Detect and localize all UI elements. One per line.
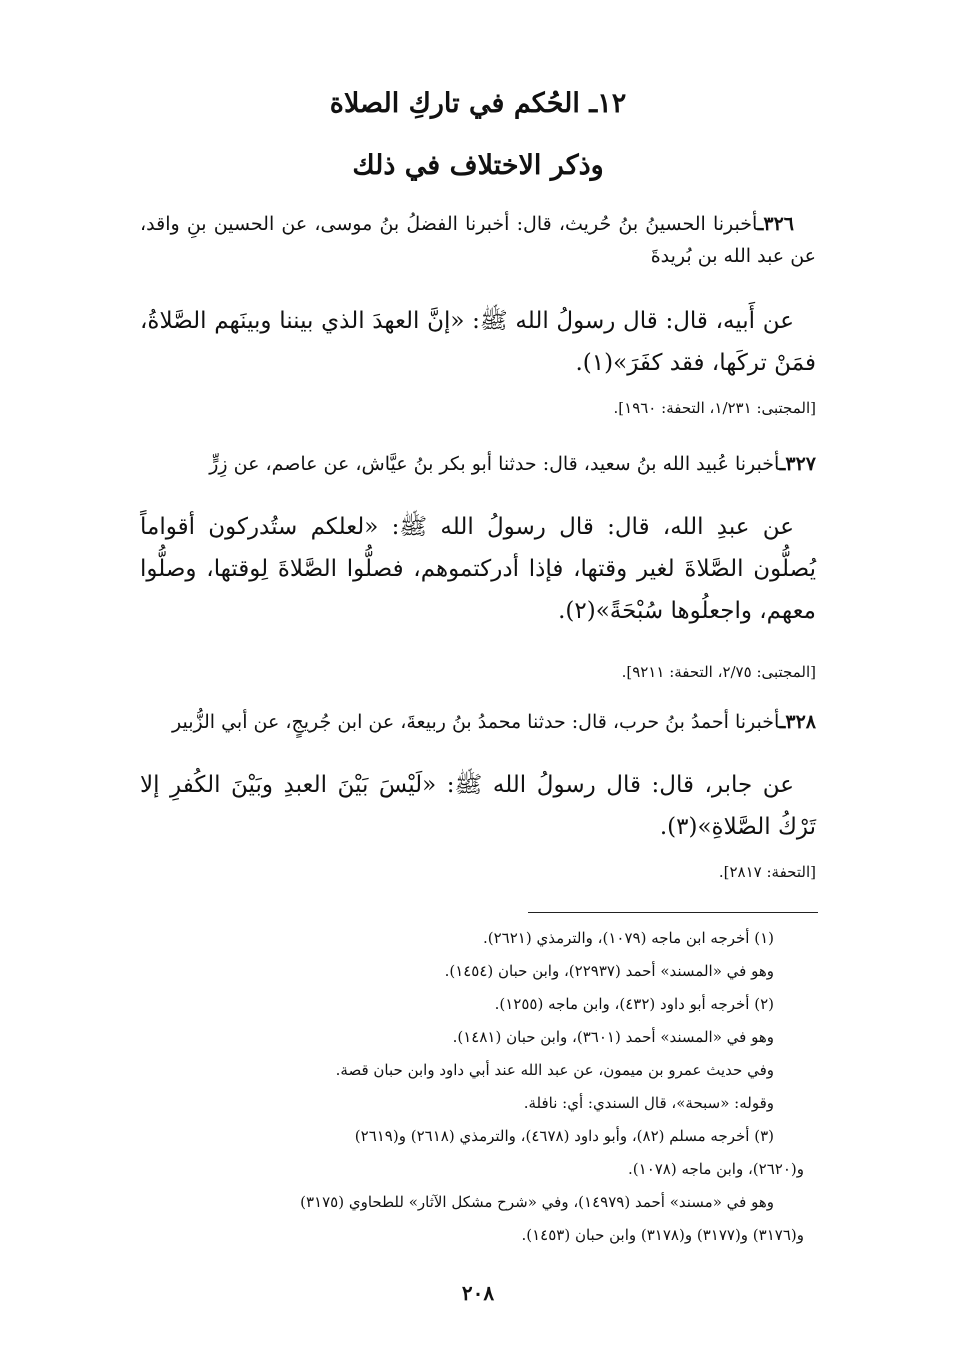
hadith-327-number: ٣٢٧ـ: [779, 453, 816, 475]
hadith-326-number: ٣٢٦ـ: [757, 213, 794, 235]
footnote-line: وهو في «المسند» أحمد (٣٦٠١)، وابن حبان (١٤٨١).: [452, 1028, 774, 1046]
hadith-327-reference: [المجتبى: ٢/٧٥، التحفة: ٩٢١١].: [621, 663, 816, 681]
hadith-326-matn-text: عن أَبيه، قال: قال رسولُ الله ﷺ: «إنَّ العهدَ الذي بيننا وبينَهم الصَّلاةُ، فمَنْ تركَها، فقد كفَرَ»(١).: [140, 308, 816, 376]
hadith-328-isnad-text: أخبرنا أحمدُ بنُ حرب، قال: حدثنا محمدُ بنُ ربيعةَ، عن ابن جُريجٍ، عن أبي الزُّبير: [171, 711, 780, 733]
hadith-328-isnad: [140, 706, 816, 738]
hadith-328-matn: [140, 764, 816, 848]
hadith-326-isnad-text: أخبرنا الحسينُ بنُ حُريث، قال: أخبرنا الفضلُ بنُ موسى، عن الحسين بنِ واقد، عن عبد الله بن بُريدةَ: [140, 213, 816, 267]
footnote-line: (٣) أخرجه مسلم (٨٢)، وأبو داود (٤٦٧٨)، والترمذي (٢٦١٨) و(٢٦١٩): [354, 1127, 774, 1145]
chapter-title: ١٢ـ الحُكم في تاركِ الصلاة: [329, 88, 627, 119]
footnote-line: (١) أخرجه ابن ماجه (١٠٧٩)، والترمذي (٢٦٢١).: [482, 929, 774, 947]
hadith-327-matn: [140, 506, 816, 632]
footnote-line: و(٣١٧٦) و(٣١٧٧) و(٣١٧٨) وابن حبان (١٤٥٣).: [521, 1226, 804, 1244]
hadith-328-reference: [التحفة: ٢٨١٧].: [718, 863, 816, 881]
footnote-line: وهو في «المسند» أحمد (٢٢٩٣٧)، وابن حبان (١٤٥٤).: [444, 962, 774, 980]
hadith-326-matn: [140, 300, 816, 384]
hadith-328-number: ٣٢٨ـ: [779, 711, 816, 733]
footnote-line: وقوله: «سبحة»، قال السندي: أي: نافلة.: [523, 1094, 774, 1112]
hadith-327-matn-text: عن عبدِ الله، قال: قال رسولُ الله ﷺ: «لعلكم ستُدركون أقواماً يُصلُّون الصَّلاةَ لغير وقتها، فإذا أدركتموهم، فصلُّوا الصَّلاةَ لِوقتها، وصلُّوا معهم، واجعلُوها سُبْحَةً»(٢).: [140, 514, 816, 624]
footnote-line: وهو في «مسند» أحمد (١٤٩٧٩)، وفي «شرح مشكل الآثار» للطحاوي (٣١٧٥): [300, 1193, 774, 1211]
footnote-line: و(٢٦٢٠)، وابن ماجه (١٠٧٨).: [628, 1160, 804, 1178]
hadith-327-isnad-text: أخبرنا عُبيد الله بنُ سعيد، قال: حدثنا أبو بكر بنُ عيَّاش، عن عاصم، عن زِرٍّ: [209, 453, 780, 475]
footnote-line: (٢) أخرجه أبو داود (٤٣٢)، وابن ماجه (١٢٥٥).: [494, 995, 774, 1013]
page-number: ٢٠٨: [461, 1281, 495, 1305]
chapter-subtitle: وذكر الاختلاف في ذلك: [352, 150, 604, 181]
hadith-328-matn-text: عن جابر، قال: قال رسولُ الله ﷺ: «لَيْسَ بَيْنَ العبدِ وبَيْنَ الكُفرِ إلا تَرْكُ الصَّلاةِ»(٣).: [140, 772, 816, 840]
footnotes: [140, 922, 816, 1252]
hadith-326-reference: [المجتبى: ١/٢٣١، التحفة: ١٩٦٠].: [613, 399, 816, 417]
hadith-326-isnad: [140, 208, 816, 272]
hadith-327-isnad: [140, 448, 816, 480]
footnote-separator: [528, 912, 818, 913]
footnote-line: وفي حديث عمرو بن ميمون، عن عبد الله عند أبي داود وابن حبان قصة.: [335, 1061, 774, 1079]
